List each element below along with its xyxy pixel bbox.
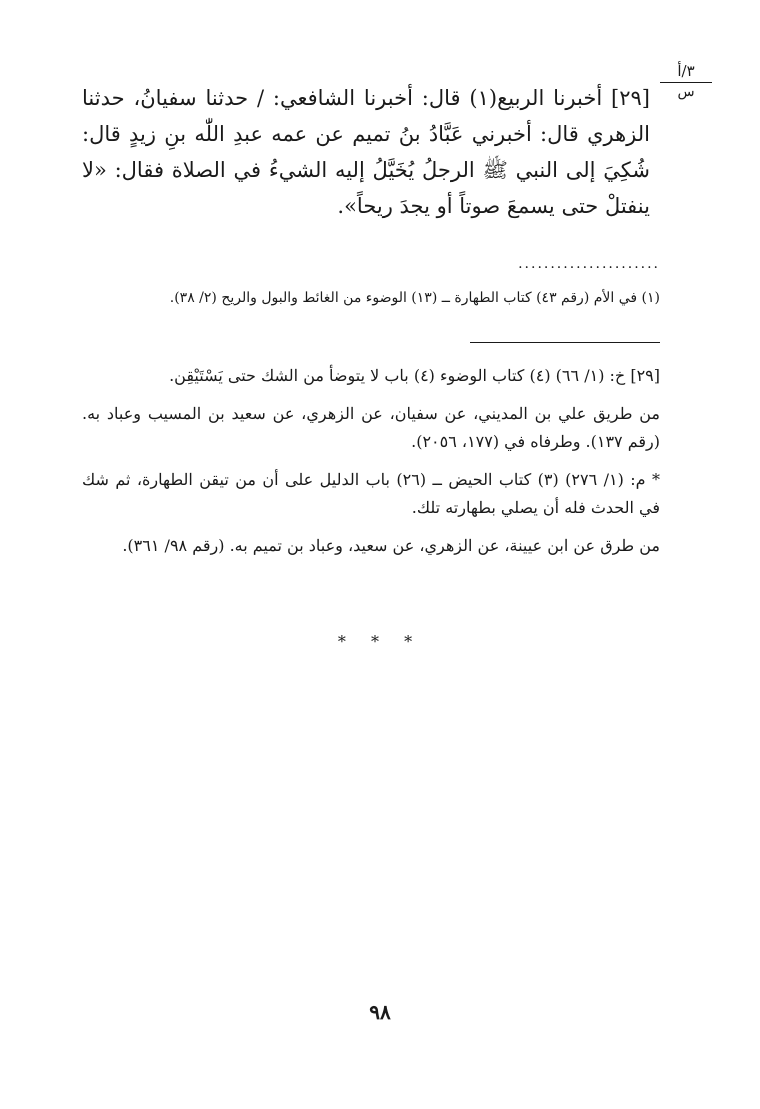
takhrij-section [82,362,660,570]
takhrij-muslim-reference: * م: (١/ ٢٧٦) (٣) كتاب الحيض ــ (٢٦) باب الدليل على أن من تيقن الطهارة، ثم شك في الحدث فله أن يصلي بطهارته تلك. [82,470,660,517]
hadith-main-text [82,80,650,224]
footnote: (١) في الأم (رقم ٤٣) كتاب الطهارة ــ (١٣) الوضوء من الغائط والبول والريح (٢/ ٣٨). [169,290,660,306]
page-number: ٩٨ [369,1000,391,1024]
footnote-separator: ...................... [518,256,660,272]
takhrij-bukhari-reference: [٢٩] خ: (١/ ٦٦) (٤) كتاب الوضوء (٤) باب لا يتوضأ من الشك حتى يَسْتَيْقِن. [169,366,660,385]
margin-manuscript-note [660,62,712,101]
section-end-stars: * * * [337,632,423,651]
takhrij-bukhari-chain: من طريق علي بن المديني، عن سفيان، عن الزهري، عن سعيد بن المسيب وعباد به. (رقم ١٣٧). وطرفاه في (١٧٧، ٢٠٥٦). [82,404,660,451]
section-divider [470,342,660,343]
manuscript-siglum: س [677,84,695,100]
takhrij-muslim-chain: من طرق عن ابن عيينة، عن الزهري، عن سعيد، وعباد بن تميم به. (رقم ٩٨/ ٣٦١). [122,536,660,555]
manuscript-folio-number: ٣/أ [660,62,712,83]
hadith-paragraph: [٢٩] أخبرنا الربيع(١) قال: أخبرنا الشافعي: / حدثنا سفيانُ، حدثنا الزهري قال: أخبرني عَبَّادُ بنُ تميم عن عمه عبدِ اللّٰه بنِ زيدٍ قال: شُكِيَ إلى النبي ﷺ الرجلُ يُخَيَّلُ إليه الشيءُ في الصلاة فقال: «لا ينفتلْ حتى يسمعَ صوتاً أو يجدَ ريحاً». [82,86,650,218]
